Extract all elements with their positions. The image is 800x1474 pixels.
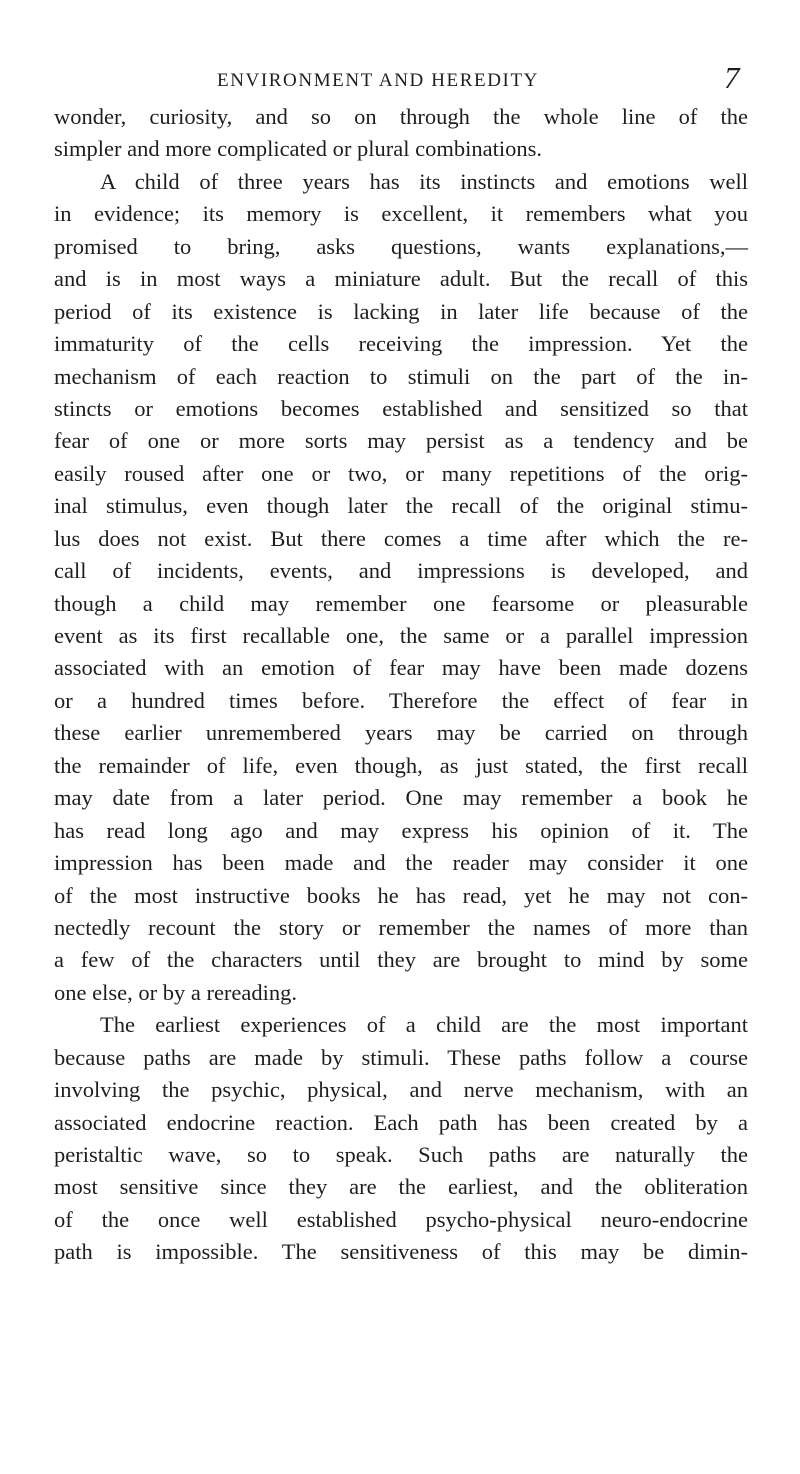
text-line: most sensitive since they are the earliest, and the obliteration [54, 1174, 748, 1200]
text-line: one else, or by a rereading. [54, 979, 298, 1005]
text-line: peristaltic wave, so to speak. Such paths are naturally the [54, 1142, 748, 1167]
text-line: of the most instructive books he has read, yet he may not con- [54, 882, 748, 908]
body-text [54, 101, 748, 1269]
text-line: impression has been made and the reader may consider it one [54, 850, 748, 876]
text-line: of the once well established psycho-physical neuro-endocrine [54, 1206, 748, 1232]
text-line: involving the psychic, physical, and nerve mechanism, with an [54, 1077, 748, 1103]
text-line: associated endocrine reaction. Each path has been created by a [54, 1109, 748, 1135]
text-line: mechanism of each reaction to stimuli on the part of the in- [54, 363, 748, 389]
running-title: ENVIRONMENT AND HEREDITY [217, 70, 539, 91]
text-line: event as its first recallable one, the same or a parallel impression [54, 623, 748, 648]
text-line: easily roused after one or two, or many repetitions of the orig- [54, 460, 748, 486]
text-line: wonder, curiosity, and so on through the whole line of the [54, 104, 748, 129]
running-header [0, 60, 800, 100]
text-line: associated with an emotion of fear may have been made dozens [54, 655, 748, 681]
text-line: a few of the characters until they are brought to mind by some [54, 947, 748, 973]
text-line: these earlier unremembered years may be carried on through [54, 720, 748, 746]
text-line: stincts or emotions becomes established and sensitized so that [54, 395, 748, 421]
text-line: in evidence; its memory is excellent, it remembers what you [54, 201, 748, 227]
text-line: period of its existence is lacking in later life because of the [54, 298, 748, 324]
text-line: promised to bring, asks questions, wants explanations,— [54, 233, 748, 259]
text-line: may date from a later period. One may remember a book he [54, 785, 748, 811]
text-line: inal stimulus, even though later the recall of the original stimu- [54, 493, 748, 519]
text-line: though a child may remember one fearsome or pleasurable [54, 590, 748, 616]
text-line: and is in most ways a miniature adult. But the recall of this [54, 266, 748, 292]
text-line: the remainder of life, even though, as just stated, the first recall [54, 752, 748, 778]
text-line: because paths are made by stimuli. These paths follow a course [54, 1044, 748, 1070]
text-line: or a hundred times before. Therefore the effect of fear in [54, 687, 748, 713]
text-line: nectedly recount the story or remember the names of more than [54, 914, 748, 940]
text-line: immaturity of the cells receiving the impression. Yet the [54, 331, 748, 357]
page-number: 7 [724, 60, 740, 95]
text-line: lus does not exist. But there comes a time after which the re- [54, 525, 748, 551]
text-line: simpler and more complicated or plural combinations. [54, 136, 542, 162]
text-line: fear of one or more sorts may persist as a tendency and be [54, 428, 748, 454]
text-line: path is impossible. The sensitiveness of this may be dimin- [54, 1239, 748, 1265]
text-line: The earliest experiences of a child are the most important [100, 1012, 748, 1038]
text-line: A child of three years has its instincts and emotions well [100, 168, 748, 194]
text-line: has read long ago and may express his opinion of it. The [54, 817, 748, 843]
text-line: call of incidents, events, and impressions is developed, and [54, 558, 748, 584]
